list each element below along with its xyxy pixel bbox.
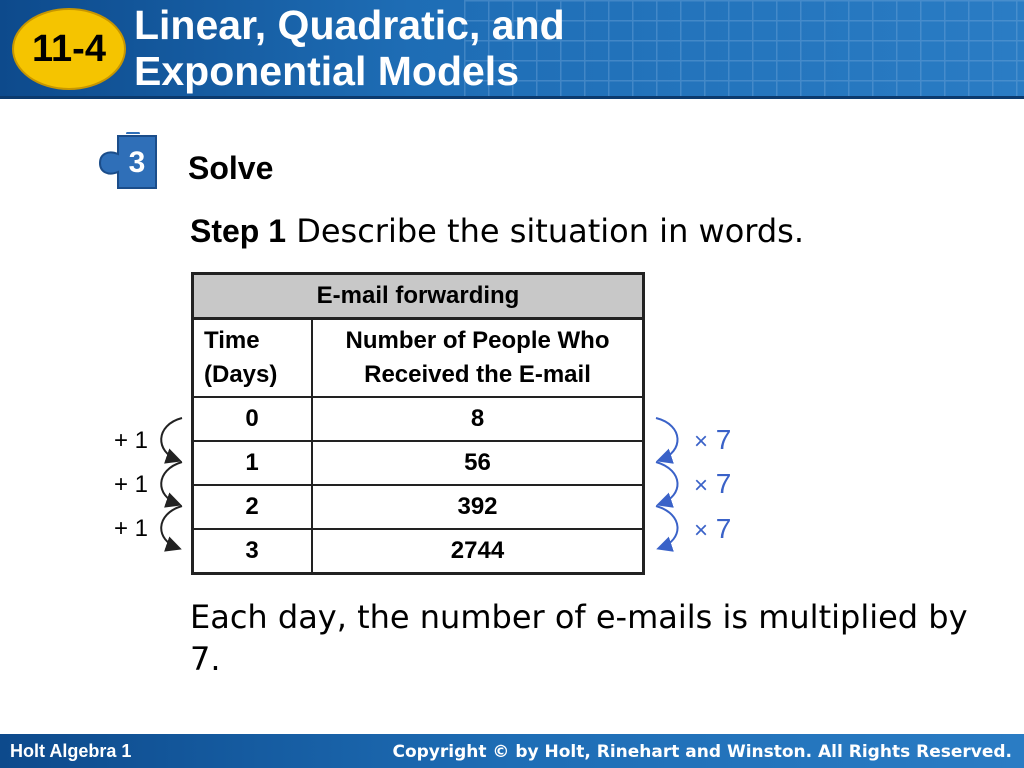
cell-day: 3 [193, 529, 313, 574]
times-seven-label [694, 513, 731, 545]
cell-people: 56 [312, 441, 644, 485]
cell-people: 392 [312, 485, 644, 529]
times-seven-label [694, 424, 731, 456]
left-arrows-group [161, 418, 182, 548]
step-text: Describe the situation in words. [296, 212, 805, 250]
cell-day: 1 [193, 441, 313, 485]
multiplier-value: 7 [715, 513, 732, 544]
cell-day: 2 [193, 485, 313, 529]
plus-one-label: + 1 [114, 427, 149, 454]
times-symbol: × [694, 472, 709, 499]
left-step-arrow [161, 506, 182, 548]
left-step-arrow [161, 418, 182, 460]
footer-bar [0, 734, 1024, 768]
times-seven-label [694, 468, 731, 500]
right-step-arrow [656, 506, 678, 548]
section-heading: Solve [188, 150, 274, 186]
times-symbol: × [694, 517, 709, 544]
header-people-line-2: Received the E-mail [364, 361, 591, 388]
lesson-number: 11-4 [32, 27, 106, 70]
plus-one-label: + 1 [114, 471, 149, 498]
title-line-2: Exponential Models [134, 48, 519, 94]
multiplier-value: 7 [715, 424, 732, 455]
plus-one-label: + 1 [114, 515, 149, 542]
step-label: Step 1 [190, 213, 287, 249]
footer-book-title: Holt Algebra 1 [10, 741, 132, 761]
multiplier-value: 7 [715, 468, 732, 499]
right-arrows-group [656, 418, 678, 548]
cell-people: 8 [312, 397, 644, 441]
header-time-line-2: (Days) [204, 361, 278, 388]
section-number: 3 [128, 146, 146, 179]
conclusion-text: Each day, the number of e-mails is multiplied by 7. [190, 598, 968, 678]
cell-day: 0 [193, 397, 313, 441]
footer-copyright: Copyright © by Holt, Rinehart and Winston. All Rights Reserved. [392, 742, 1012, 762]
header-people-line-1: Number of People Who [345, 327, 610, 354]
right-step-arrow [656, 418, 678, 460]
table-caption: E-mail forwarding [193, 274, 644, 319]
header-time-line-1: Time [204, 327, 260, 354]
right-step-arrow [656, 462, 678, 504]
left-step-arrow [161, 462, 182, 504]
title-line-1: Linear, Quadratic, and [134, 2, 565, 48]
times-symbol: × [694, 428, 709, 455]
cell-people: 2744 [312, 529, 644, 574]
